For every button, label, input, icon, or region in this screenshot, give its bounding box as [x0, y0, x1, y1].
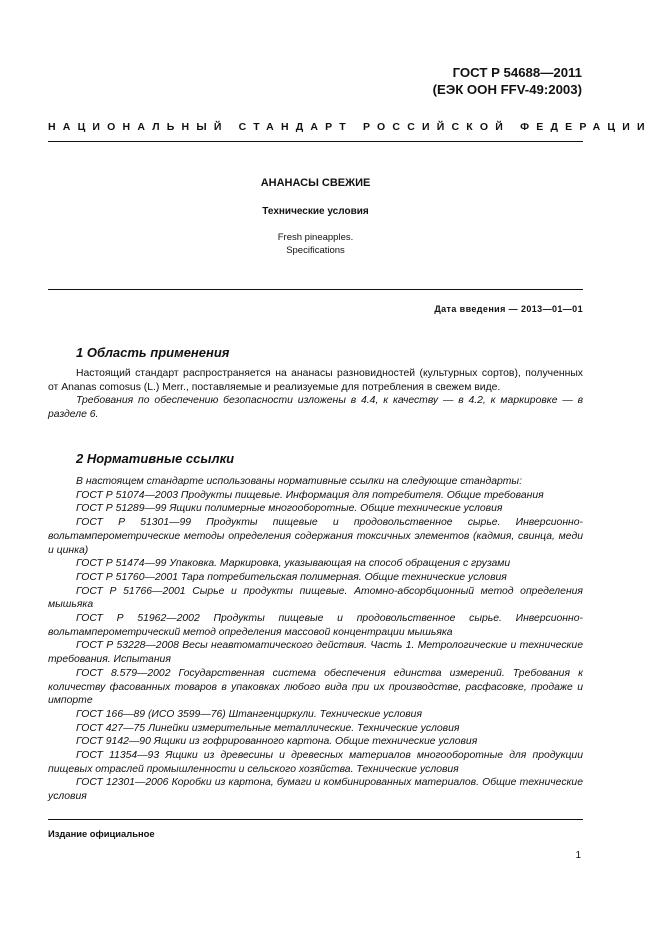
section-2-body: [48, 475, 583, 804]
section-1-heading: 1 Область применения: [76, 345, 230, 360]
page-number: 1: [575, 850, 581, 861]
gost-number: ГОСТ Р 54688—2011: [452, 65, 582, 80]
eec-number: (ЕЭК ООН FFV-49:2003): [432, 82, 582, 97]
gost-code-block: [433, 64, 582, 98]
english-title-line2: Specifications: [286, 245, 345, 256]
section-1-paragraph: Настоящий стандарт распространяется на ананасы разновидностей (культурных сортов), полученных от Ananas comosus (L.) Merr., поставляемые и реализуемые для потребления в свежем виде.: [48, 368, 583, 393]
normative-reference: ГОСТ 12301—2006 Коробки из картона, бумаги и комбинированных материалов. Общие технические условия: [48, 777, 583, 803]
normative-reference: ГОСТ Р 51962—2002 Продукты пищевые и продовольственное сырье. Инверсионно-вольтамперометрический метод определения массовой концентрации мышьяка: [48, 613, 583, 638]
normative-reference: ГОСТ 11354—93 Ящики из древесины и древесных материалов многооборотные для продукции пищевых отраслей промышленности и сельского хозяйства. Технические условия: [48, 750, 583, 775]
normative-reference: ГОСТ 427—75 Линейки измерительные металлические. Технические условия: [76, 722, 460, 734]
section-1-paragraph: Требования по обеспечению безопасности изложены в 4.4, к качеству — в 4.2, к маркировке — в разделе 6.: [48, 395, 583, 421]
english-title-line1: Fresh pineapples.: [277, 232, 354, 243]
normative-reference: ГОСТ Р 51301—99 Продукты пищевые и продовольственное сырье. Инверсионно-вольтамперометрические методы определения содержания токсичных элементов (кадмия, свинца, меди и цинка): [48, 517, 583, 556]
english-title: [48, 231, 583, 257]
normative-reference: ГОСТ 9142—90 Ящики из гофрированного картона. Общие технические условия: [76, 736, 478, 748]
normative-reference: ГОСТ Р 51074—2003 Продукты пищевые. Информация для потребителя. Общие требования: [76, 489, 544, 501]
title-rule: [48, 289, 583, 290]
section-2-intro: В настоящем стандарте использованы нормативные ссылки на следующие стандарты:: [76, 476, 522, 487]
national-standard-banner: НАЦИОНАЛЬНЫЙ СТАНДАРТ РОССИЙСКОЙ ФЕДЕРАЦИИ: [48, 121, 652, 133]
normative-reference: ГОСТ Р 51766—2001 Сырье и продукты пищевые. Атомно-абсорбционный метод определения мышьяка: [48, 585, 583, 611]
header-rule: [48, 141, 583, 142]
official-edition-note: Издание официальное: [48, 828, 155, 839]
normative-reference: ГОСТ Р 51474—99 Упаковка. Маркировка, указывающая на способ обращения с грузами: [76, 558, 511, 570]
normative-reference: ГОСТ Р 51760—2001 Тара потребительская полимерная. Общие технические условия: [76, 571, 507, 583]
normative-reference: ГОСТ Р 51289—99 Ящики полимерные многооборотные. Общие технические условия: [76, 503, 503, 515]
document-subtitle: Технические условия: [262, 206, 369, 217]
normative-reference: ГОСТ Р 53228—2008 Весы неавтоматического действия. Часть 1. Метрологические и технические требования. Испытания: [48, 640, 583, 666]
footer-rule: [48, 819, 583, 820]
introduction-date: Дата введения — 2013—01—01: [434, 304, 583, 314]
section-2-heading: 2 Нормативные ссылки: [76, 451, 235, 466]
document-title: АНАНАСЫ СВЕЖИЕ: [260, 177, 371, 189]
section-1-body: [48, 367, 583, 422]
normative-reference: ГОСТ 166—89 (ИСО 3599—76) Штангенциркули. Технические условия: [76, 708, 422, 720]
normative-reference: ГОСТ 8.579—2002 Государственная система обеспечения единства измерений. Требования к количеству фасованных товаров в упаковках любого вида при их производстве, расфасовке, продаже и импорте: [48, 667, 583, 707]
